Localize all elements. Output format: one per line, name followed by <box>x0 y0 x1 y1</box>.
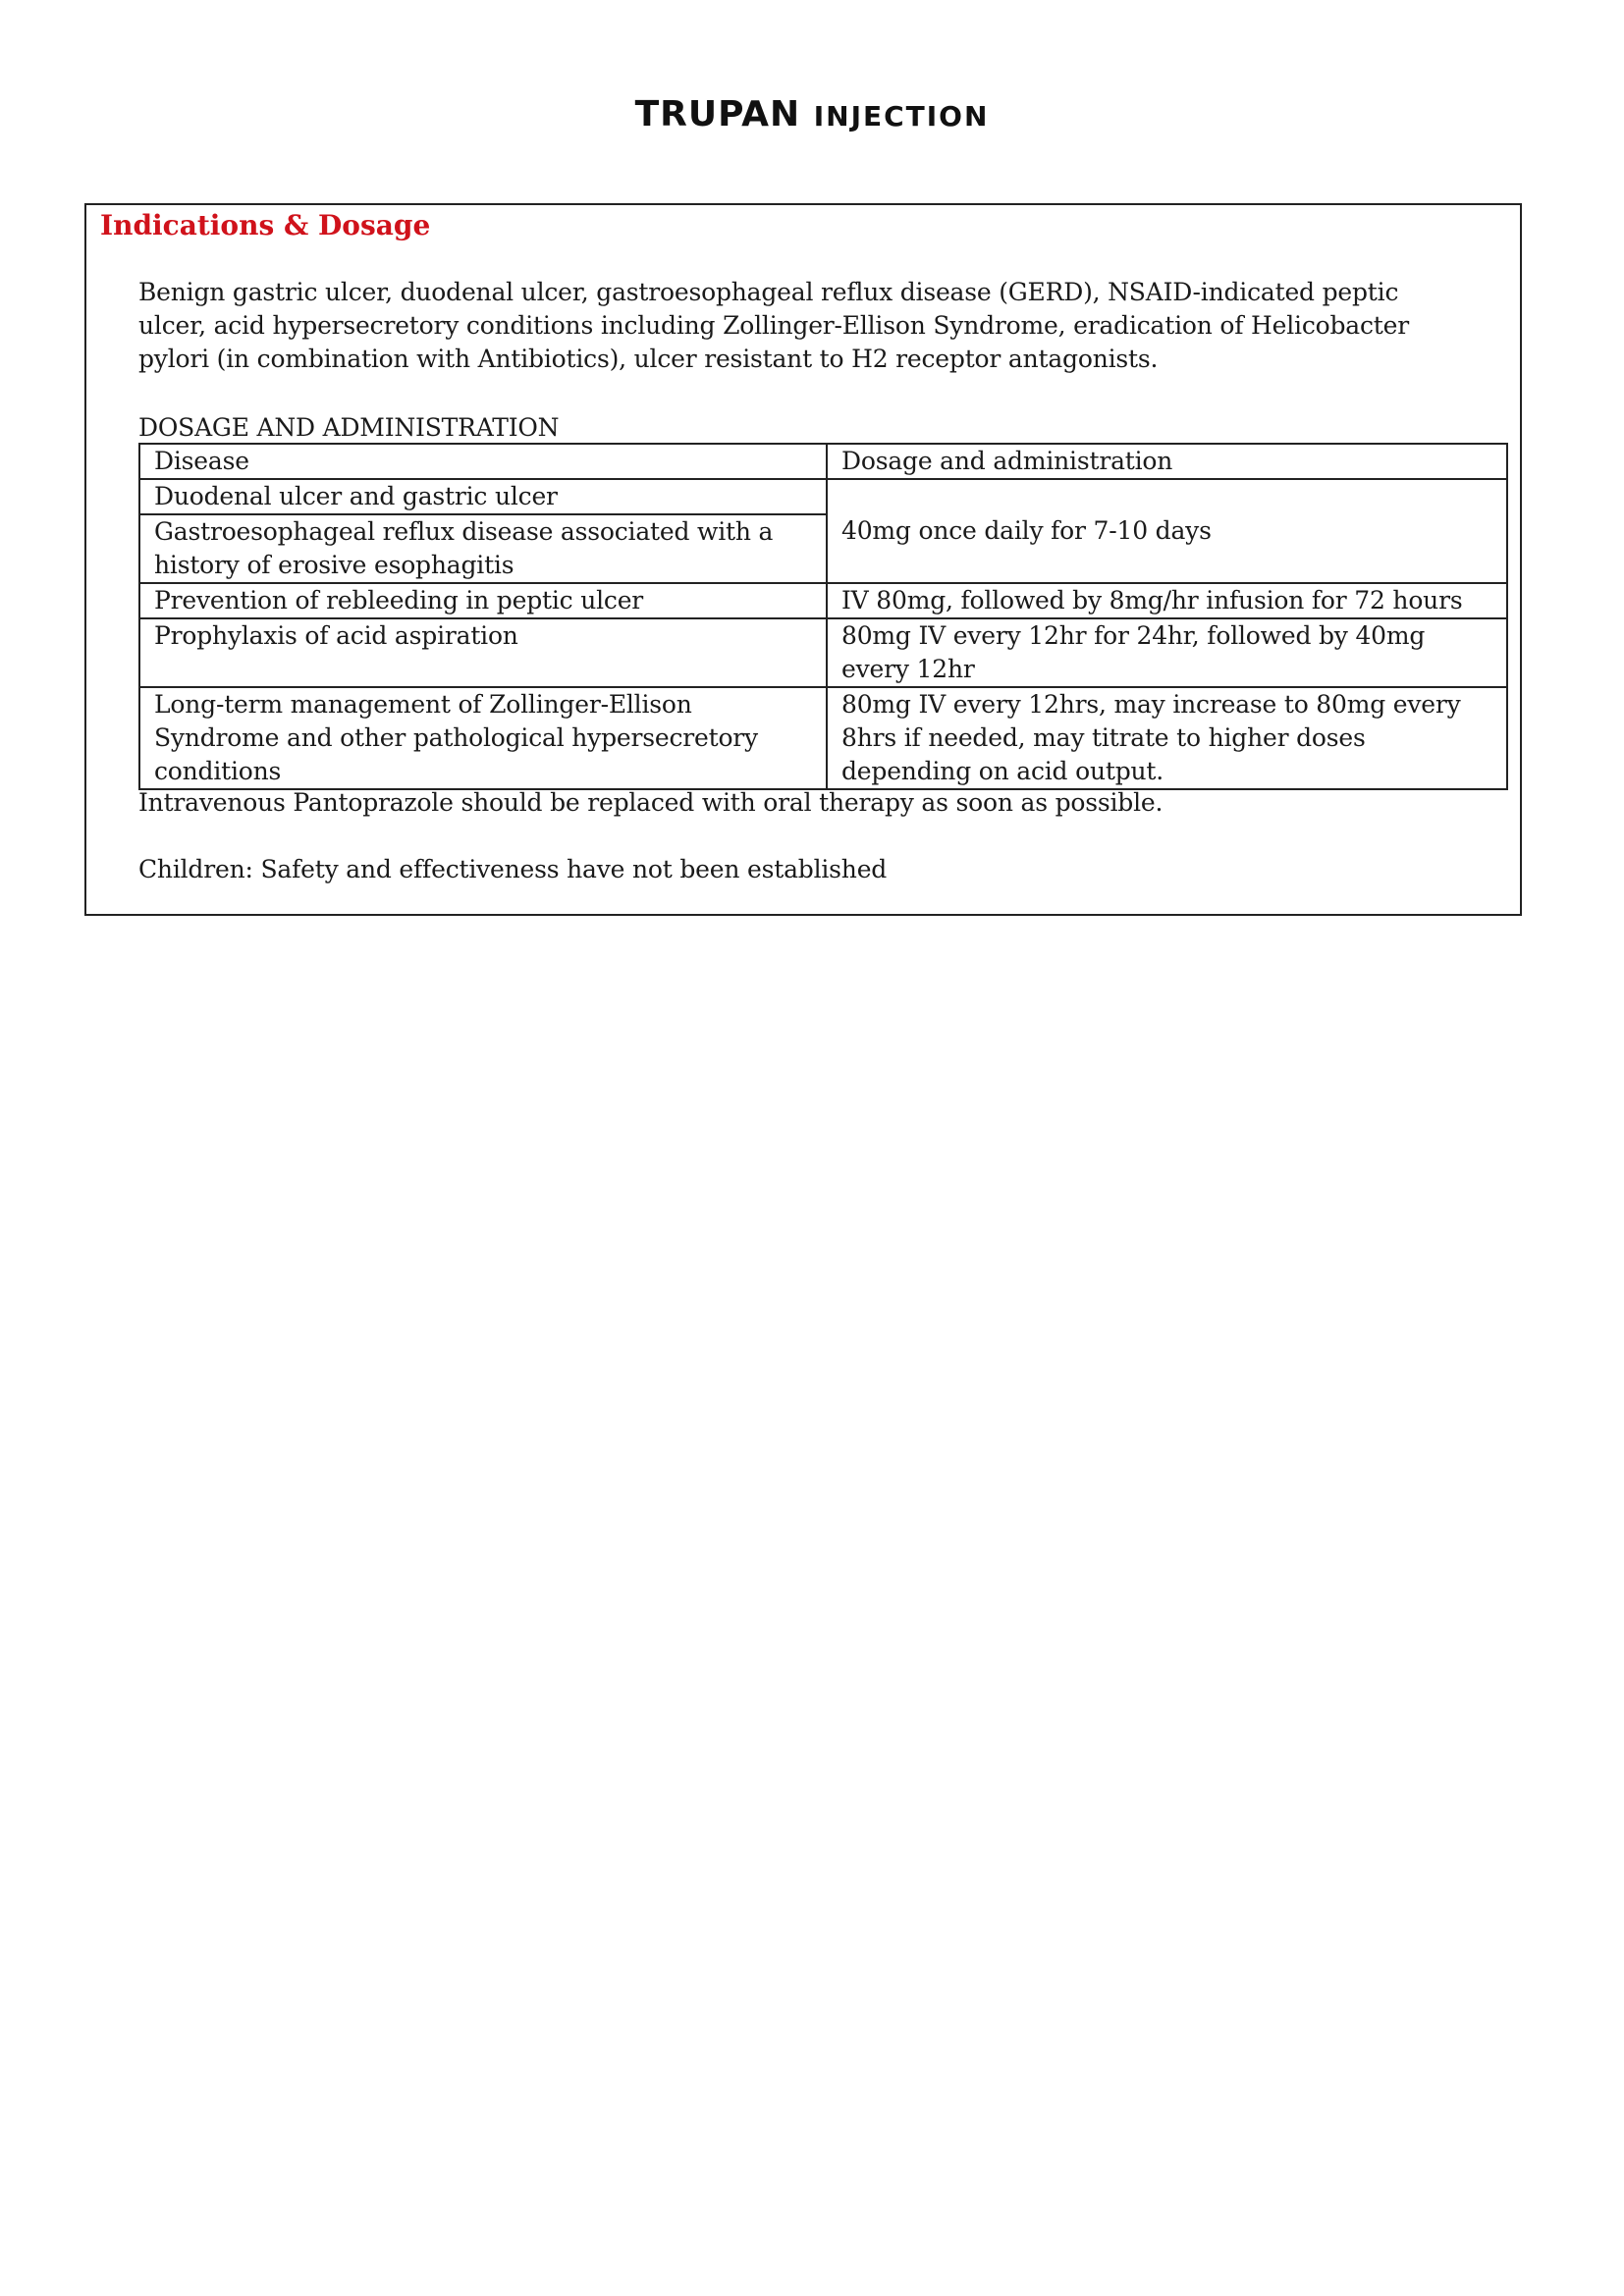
document-title <box>0 94 1624 134</box>
table-row <box>139 687 1507 789</box>
table-cell-dosage: 40mg once daily for 7-10 days <box>827 479 1507 583</box>
section-heading: Indications & Dosage <box>100 209 431 241</box>
indications-dosage-panel <box>84 203 1522 916</box>
table-cell-dosage: 80mg IV every 12hrs, may increase to 80mg every 8hrs if needed, may titrate to higher doses depending on acid output. <box>827 687 1507 789</box>
table-cell-disease: Prophylaxis of acid aspiration <box>139 618 827 687</box>
indications-paragraph: Benign gastric ulcer, duodenal ulcer, gastroesophageal reflux disease (GERD), NSAID-indicated peptic ulcer, acid hypersecretory conditions including Zollinger-Ellison Syndrome, eradication of Helicobacter pylori (in combination with Antibiotics), ulcer resistant to H2 receptor antagonists. <box>138 278 1409 373</box>
table-row <box>139 479 1507 514</box>
dosage-caption: DOSAGE AND ADMINISTRATION <box>138 413 560 442</box>
children-note: Children: Safety and effectiveness have not been established <box>138 855 888 883</box>
table-header-dosage: Dosage and administration <box>827 444 1507 479</box>
table-cell-dosage: IV 80mg, followed by 8mg/hr infusion for 72 hours <box>827 583 1507 618</box>
document-title-main: TRUPAN <box>634 94 801 134</box>
table-row <box>139 583 1507 618</box>
table-cell-disease: Long-term management of Zollinger-Ellison Syndrome and other pathological hypersecretory conditions <box>139 687 827 789</box>
table-row <box>139 618 1507 687</box>
table-header-row <box>139 444 1507 479</box>
dosage-table <box>138 443 1508 790</box>
oral-therapy-note: Intravenous Pantoprazole should be replaced with oral therapy as soon as possible. <box>138 788 1164 817</box>
table-cell-dosage: 80mg IV every 12hr for 24hr, followed by 40mg every 12hr <box>827 618 1507 687</box>
table-cell-disease: Prevention of rebleeding in peptic ulcer <box>139 583 827 618</box>
table-cell-disease: Gastroesophageal reflux disease associated with a history of erosive esophagitis <box>139 514 827 583</box>
document-title-suffix: INJECTION <box>813 100 990 133</box>
table-cell-disease: Duodenal ulcer and gastric ulcer <box>139 479 827 514</box>
table-header-disease: Disease <box>139 444 827 479</box>
